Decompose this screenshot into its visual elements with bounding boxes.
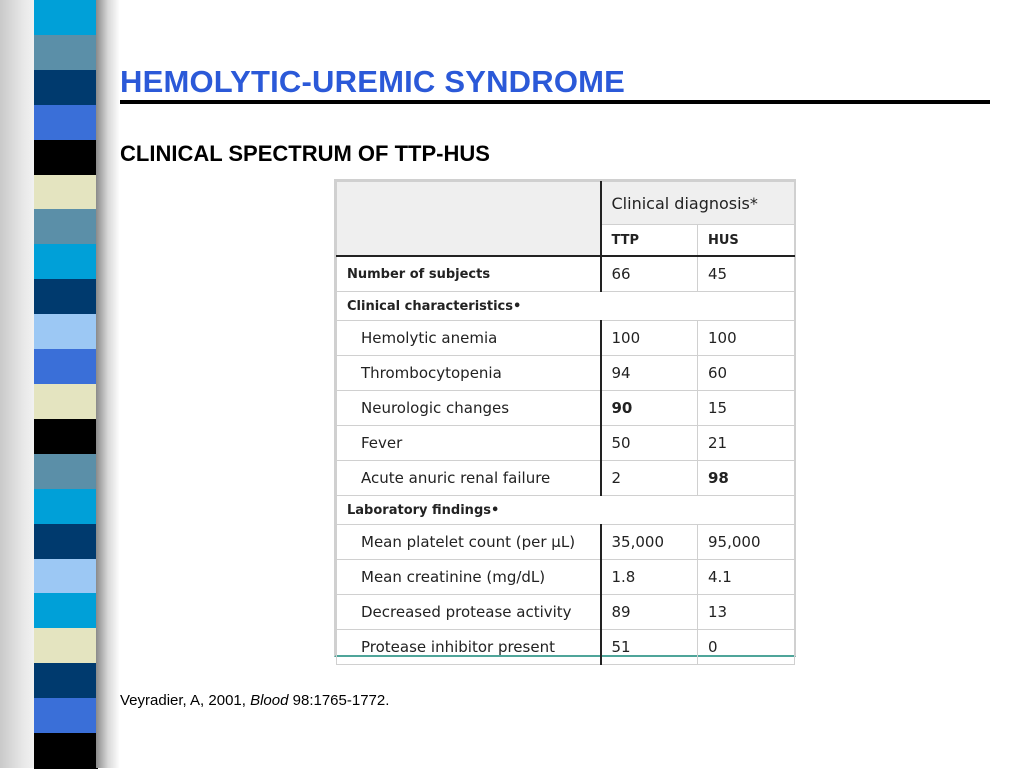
stripe-segment [34, 698, 98, 734]
hus-value: 98 [698, 461, 795, 496]
stripe-segment [34, 628, 98, 664]
subjects-ttp: 66 [601, 256, 698, 292]
table-row [337, 461, 795, 496]
subjects-hus: 45 [698, 256, 795, 292]
hus-value: 13 [698, 595, 795, 630]
row-label: Decreased protease activity [337, 595, 601, 630]
table-row [337, 391, 795, 426]
slide-title: HEMOLYTIC-UREMIC SYNDROME [120, 64, 626, 99]
ttp-value: 50 [601, 426, 698, 461]
hus-value: 21 [698, 426, 795, 461]
ttp-value: 35,000 [601, 525, 698, 560]
stripe-segment [34, 244, 98, 280]
stripe-segment [34, 209, 98, 245]
stripe-segment [34, 559, 98, 595]
table-row [337, 630, 795, 665]
ttp-value: 1.8 [601, 560, 698, 595]
ttp-value: 2 [601, 461, 698, 496]
citation-authors: Veyradier, A, 2001, [120, 692, 251, 709]
column-header-ttp: TTP [601, 225, 698, 257]
row-label: Acute anuric renal failure [337, 461, 601, 496]
clinical-table [334, 179, 796, 657]
citation-journal: Blood [250, 692, 289, 709]
stripe-segment [34, 524, 98, 560]
group-header: Clinical diagnosis* [601, 182, 795, 225]
stripe-segment [34, 384, 98, 420]
hus-value: 15 [698, 391, 795, 426]
hus-value: 0 [698, 630, 795, 665]
hus-value: 95,000 [698, 525, 795, 560]
row-label: Mean creatinine (mg/dL) [337, 560, 601, 595]
title-underline [120, 100, 990, 104]
row-label: Thrombocytopenia [337, 356, 601, 391]
table-corner-cell [337, 182, 601, 257]
hus-value: 60 [698, 356, 795, 391]
hus-value: 4.1 [698, 560, 795, 595]
row-label: Fever [337, 426, 601, 461]
stripe-segment [34, 349, 98, 385]
ttp-value: 51 [601, 630, 698, 665]
table-section-row [337, 496, 795, 525]
ttp-value: 100 [601, 321, 698, 356]
citation-details: 98:1765-1772. [288, 692, 390, 709]
stripe-segment [34, 105, 98, 141]
row-label: Mean platelet count (per µL) [337, 525, 601, 560]
table-row [337, 560, 795, 595]
ttp-value: 90 [601, 391, 698, 426]
table-row [337, 525, 795, 560]
stripe-segment [34, 733, 98, 769]
stripe-segment [34, 489, 98, 525]
table-row [337, 595, 795, 630]
citation [120, 692, 389, 709]
section-title: Clinical characteristics• [337, 292, 795, 321]
stripe-segment [34, 0, 98, 36]
table-row [337, 356, 795, 391]
stripe-segment [34, 663, 98, 699]
stripe-segment [34, 419, 98, 455]
table-row [337, 426, 795, 461]
stripe-segment [34, 454, 98, 490]
table-row-subjects [337, 256, 795, 292]
column-header-hus: HUS [698, 225, 795, 257]
stripe-segment [34, 35, 98, 71]
stripe-segment [34, 593, 98, 629]
row-label: Protease inhibitor present [337, 630, 601, 665]
ttp-value: 89 [601, 595, 698, 630]
stripe-right-shadow [96, 0, 120, 768]
stripe-segment [34, 314, 98, 350]
stripe-segment [34, 70, 98, 106]
stripe-column [34, 0, 98, 768]
stripe-segment [34, 175, 98, 211]
subjects-label: Number of subjects [337, 256, 601, 292]
table-section-row [337, 292, 795, 321]
ttp-value: 94 [601, 356, 698, 391]
decorative-stripe-band [0, 0, 120, 768]
slide-subtitle: CLINICAL SPECTRUM OF TTP-HUS [120, 141, 490, 166]
table-row [337, 321, 795, 356]
stripe-segment [34, 140, 98, 176]
stripe-segment [34, 279, 98, 315]
row-label: Hemolytic anemia [337, 321, 601, 356]
row-label: Neurologic changes [337, 391, 601, 426]
hus-value: 100 [698, 321, 795, 356]
section-title: Laboratory findings• [337, 496, 795, 525]
